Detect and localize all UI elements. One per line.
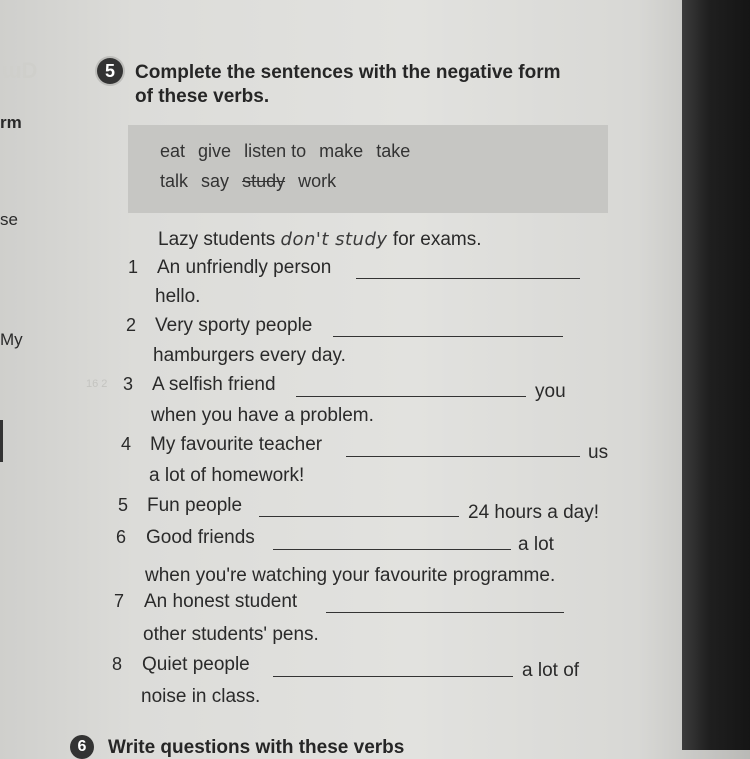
word: eat [160, 141, 186, 161]
item-continuation: hello. [155, 286, 201, 307]
word: take [376, 141, 411, 161]
word-box [128, 125, 608, 213]
answer-blank[interactable] [346, 456, 580, 457]
item-number: 1 [128, 257, 139, 277]
margin-mark [0, 420, 3, 462]
item-number: 6 [116, 527, 127, 547]
book-spine-shadow [682, 0, 750, 750]
item-number: 3 [123, 374, 134, 394]
item-number: 2 [126, 315, 137, 335]
item-end: you [535, 381, 566, 402]
margin-fragment: se [0, 210, 18, 229]
item-number: 5 [118, 495, 129, 515]
item-text: A selfish friend [152, 374, 276, 395]
example-start: Lazy students [158, 229, 276, 250]
example-sentence [158, 229, 482, 251]
item-text: Very sporty people [155, 315, 313, 336]
item-continuation: hamburgers every day. [153, 345, 346, 366]
item-end: 24 hours a day! [468, 502, 599, 523]
item-text: Quiet people [142, 654, 250, 675]
answer-blank[interactable] [296, 396, 526, 397]
item-end: a lot [518, 534, 554, 555]
exercise-instruction: of these verbs. [135, 86, 270, 107]
example-handwritten-answer: don't study [280, 229, 388, 250]
item-number: 4 [121, 434, 132, 454]
item-text: Good friends [146, 527, 255, 548]
exercise-number-badge: 5 [97, 58, 123, 84]
item-continuation: when you're watching your favourite programme. [145, 565, 556, 586]
answer-blank[interactable] [356, 278, 580, 279]
word-crossed-out: study [242, 171, 286, 191]
word-box-row [160, 171, 344, 192]
item-number: 7 [114, 591, 125, 611]
answer-blank[interactable] [326, 612, 564, 613]
next-exercise-number-badge: 6 [70, 735, 94, 759]
item-end: a lot of [522, 660, 580, 681]
item-text: Fun people [147, 495, 243, 516]
word: talk [160, 171, 189, 191]
word: listen to [244, 141, 307, 161]
item-continuation: other students' pens. [143, 624, 319, 645]
margin-fragment: My [0, 330, 23, 349]
item-text: My favourite teacher [150, 434, 323, 455]
answer-blank[interactable] [273, 549, 511, 550]
exercise-instruction: Complete the sentences with the negative form [135, 62, 561, 83]
item-continuation: when you have a problem. [151, 405, 374, 426]
ghost-text: ɯD [2, 58, 38, 83]
item-text: An unfriendly person [157, 257, 332, 278]
item-text: An honest student [144, 591, 298, 612]
margin-fragment: rm [0, 113, 22, 132]
answer-blank[interactable] [273, 676, 513, 677]
item-continuation: a lot of homework! [149, 465, 305, 486]
word-box-row [160, 141, 418, 162]
item-end: us [588, 442, 609, 463]
item-number: 8 [112, 654, 123, 674]
answer-blank[interactable] [333, 336, 563, 337]
word: make [319, 141, 364, 161]
example-end: for exams. [392, 229, 482, 250]
next-exercise-instruction: Write questions with these verbs [108, 737, 405, 758]
faint-number: 16 2 [86, 378, 108, 390]
item-continuation: noise in class. [141, 686, 261, 707]
word: say [201, 171, 230, 191]
word: work [298, 171, 337, 191]
word: give [198, 141, 232, 161]
answer-blank[interactable] [259, 516, 459, 517]
